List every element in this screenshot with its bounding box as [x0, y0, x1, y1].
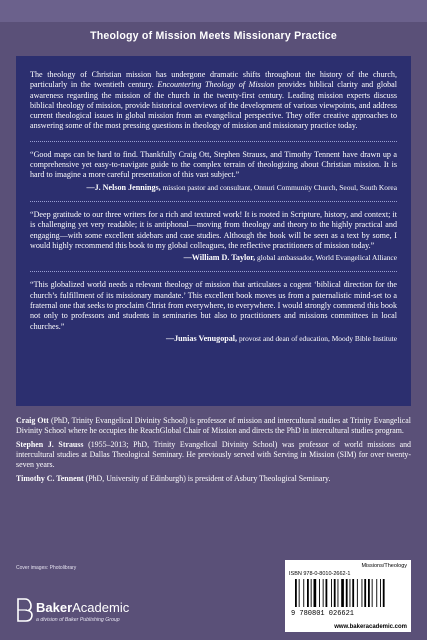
barcode-number: 9 780801 026621 [291, 610, 355, 617]
author-bio: Craig Ott (PhD, Trinity Evangelical Divinity School) is professor of mission and intercultural studies at Trinity Evangelical Divinity School where he occupies the ReachGlobal Chair of Mission and directs the PhD in intercultural studies program. [16, 416, 412, 435]
endorsement-attribution: —Junias Venugopal, provost and dean of education, Moody Bible Institute [166, 333, 397, 343]
endorsement-quote: “Good maps can be hard to find. Thankfully Craig Ott, Stephen Strauss, and Timothy Tennent have drawn up a comprehensive yet easy-to-navigate guide to the complex terrain of theologizing about Christian mission. It is hard to imagine a more careful presentation of this vast subject.” [30, 149, 397, 180]
cover-credit: Cover images: Photolibrary [16, 565, 77, 571]
author-bio: Timothy C. Tennent (PhD, University of Edinburgh) is president of Asbury Theological Seminary. [16, 474, 331, 483]
publisher-logo [16, 598, 146, 630]
endorsement-quote: “Deep gratitude to our three writers for a rich and textured work! It is rooted in Scripture, history, and context; it is challenging yet very readable; it is antiphonal—moving from theology and theory to the highly practical and engaging—with some excellent sidebars and case studies. Although the book will be seen as a text by some, I would highly recommend this book to my global colleagues, the reflective practitioners of mission today.” [30, 209, 397, 250]
divider [30, 271, 397, 272]
barcode-area [285, 560, 411, 632]
divider [30, 201, 397, 202]
endorsement-attribution: —William D. Taylor, global ambassador, World Evangelical Alliance [183, 253, 397, 263]
cover-headline: Theology of Mission Meets Missionary Practice [90, 30, 337, 42]
endorsement-attribution: —J. Nelson Jennings, mission pastor and consultant, Onnuri Community Church, Seoul, South Korea [86, 182, 397, 192]
publisher-url: www.bakeracademic.com [334, 624, 407, 630]
author-name: Timothy C. Tennent [16, 474, 84, 483]
book-title-italic: Encountering Theology of Mission [157, 80, 275, 90]
publisher-name: BakerAcademic [36, 600, 130, 615]
publisher-subline: a division of Baker Publishing Group [36, 617, 120, 623]
barcode-icon [289, 579, 407, 617]
description-panel [16, 56, 411, 406]
author-name: Craig Ott [16, 416, 49, 425]
endorsement-quote: “This globalized world needs a relevant theology of mission that articulates a cogent ‘biblical direction for the church’s fulfillment of its missionary mandate.’ This excellent book moves us from a paternalistic mind-set to a fraternal one that seeks to proclaim Christ from everywhere, to everywhere. I would strongly commend this book not only to professors and students in seminaries but also to practitioners and missions committees in local churches.” [30, 280, 397, 331]
isbn-label: ISBN 978-0-8010-2662-1 [289, 571, 351, 577]
author-name: Stephen J. Strauss [16, 440, 84, 449]
category-label: Missions/Theology [361, 563, 407, 569]
baker-logo-icon [16, 598, 34, 622]
author-bio: Stephen J. Strauss (1955–2013; PhD, Trinity Evangelical Divinity School) was professor of world missions and intercultural studies at Dallas Theological Seminary. He previously served with Serving in Mission (SIM) for over twenty-seven years. [16, 440, 411, 469]
divider [30, 141, 397, 142]
author-bios [16, 416, 411, 488]
top-banner [0, 0, 427, 22]
book-description: The theology of Christian mission has undergone dramatic shifts throughout the history of the church, particularly in the twentieth century. Encountering Theology of Mission provides biblical clarity and global awareness regarding the mission of the church in the twenty-first century. Leading mission experts discuss biblical theology of mission, provide historical overviews of the development of various viewpoints, and address current theological issues in global mission from an evangelical perspective. They offer creative approaches to answering some of the most pressing questions in theology of mission and missionary practice today. [30, 70, 398, 131]
